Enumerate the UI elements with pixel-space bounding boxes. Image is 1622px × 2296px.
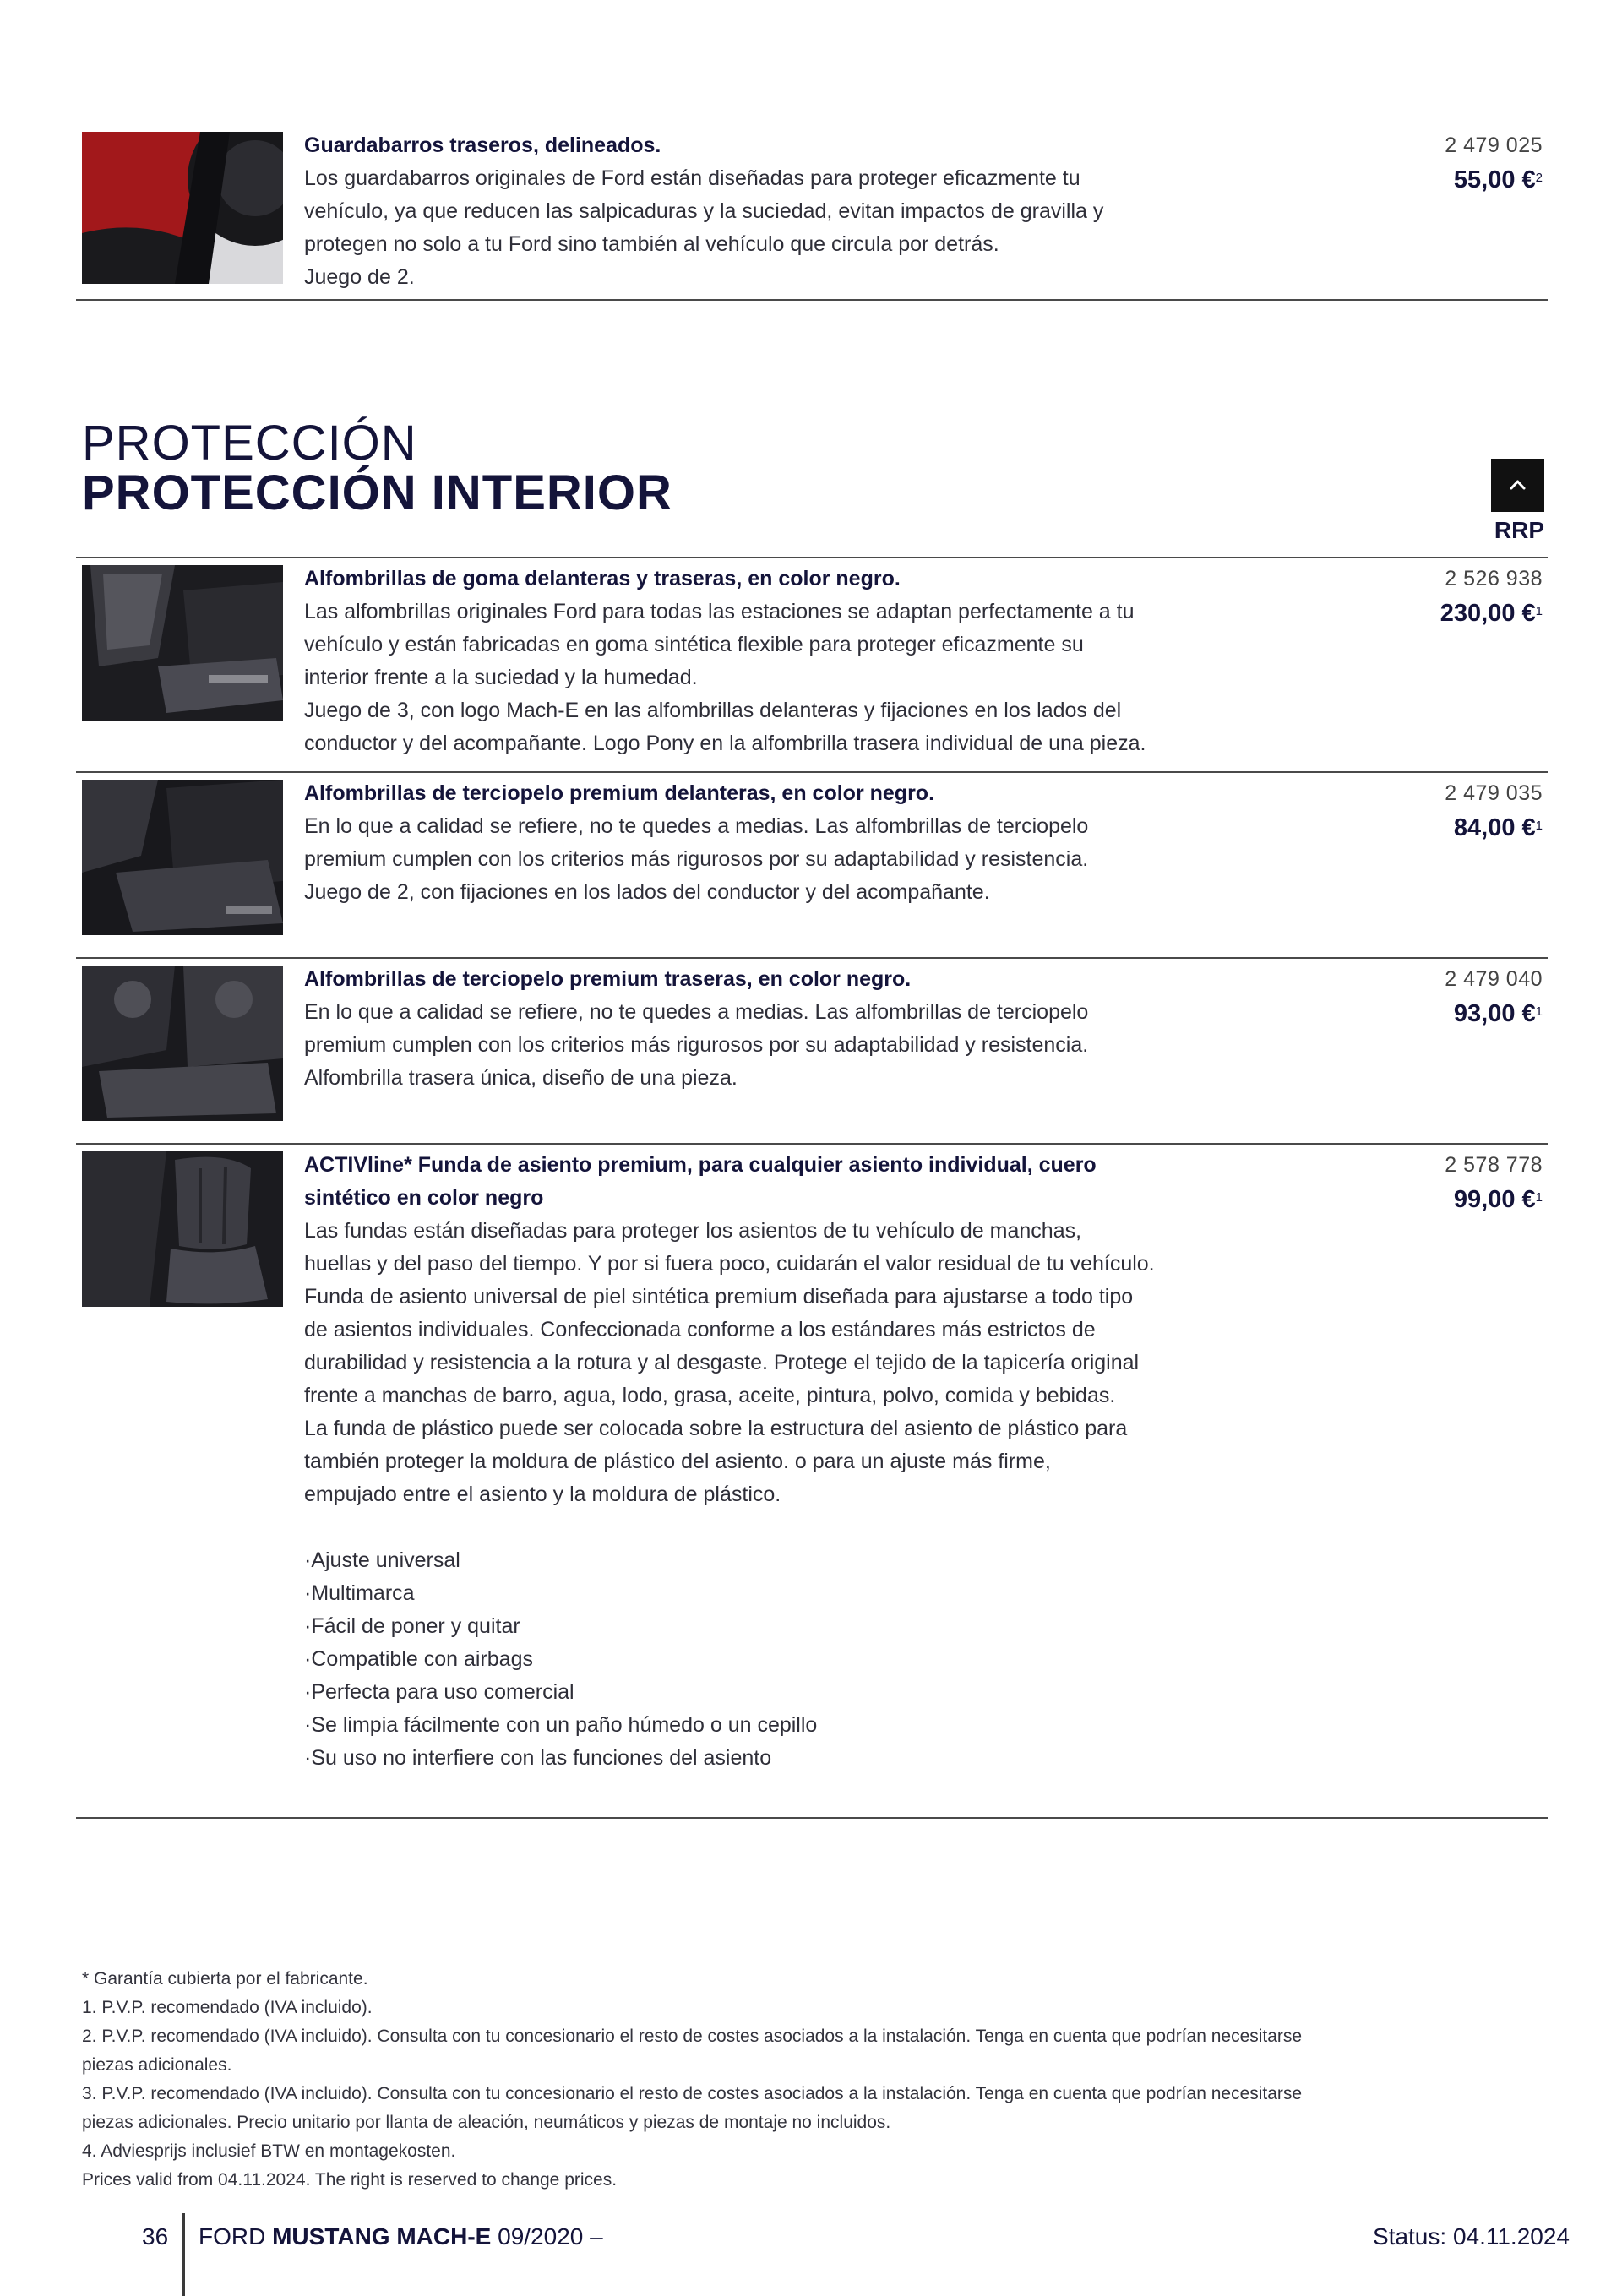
- price-footnote-ref: 1: [1535, 1004, 1543, 1019]
- footer-brand: FORD: [199, 2223, 266, 2250]
- product-item: [76, 959, 1548, 1145]
- feature-item: · Ajuste universal: [304, 1544, 1360, 1577]
- section-title: PROTECCIÓN INTERIOR: [82, 465, 672, 520]
- footer-model: [199, 2223, 603, 2250]
- seat-cover-product-image: [82, 1151, 283, 1307]
- footer-model-name: MUSTANG MACH-E: [272, 2223, 492, 2250]
- product-title: ACTIVline* Funda de asiento premium, para cualquier asiento individual, cuero sintético en color negro: [304, 1153, 1097, 1210]
- product-description: Las alfombrillas originales Ford para todas las estaciones se adaptan perfectamente a tu vehículo y están fabricadas en goma sintética flexible para proteger eficazmente su interior frente a la suciedad y la humedad. Juego de 3, con logo Mach-E en las alfombrillas delanteras y fijaciones en los lados del conductor y del acompañante. Logo Pony en la alfombrilla trasera individual de una pieza.: [304, 600, 1146, 755]
- price-footnote-ref: 2: [1535, 171, 1543, 185]
- page-footer: [0, 2213, 1622, 2296]
- product-code: 2 479 040: [1445, 967, 1543, 991]
- feature-item: · Perfecta para uso comercial: [304, 1676, 1360, 1709]
- product-title: Alfombrillas de terciopelo premium delanteras, en color negro.: [304, 781, 935, 805]
- footer-version: 09/2020 –: [498, 2223, 603, 2250]
- feature-item: · Su uso no interfiere con las funciones del asiento: [304, 1742, 1360, 1775]
- feature-item: · Fácil de poner y quitar: [304, 1610, 1360, 1643]
- feature-item: · Multimarca: [304, 1577, 1360, 1610]
- footnotes: [82, 1965, 1552, 2195]
- product-code: 2 526 938: [1445, 567, 1543, 590]
- price-footnote-ref: 1: [1535, 819, 1543, 833]
- rear-velour-mat-product-image: [82, 966, 283, 1121]
- mudflap-product-image: [82, 132, 283, 284]
- product-description: En lo que a calidad se refiere, no te quedes a medias. Las alfombrillas de terciopelo premium cumplen con los criterios más rigurosos por su adaptabilidad y resistencia. Juego de 2, con fijaciones en los lados del conductor y del acompañante.: [304, 814, 1089, 904]
- product-title: Alfombrillas de goma delanteras y traseras, en color negro.: [304, 567, 901, 590]
- price-footnote-ref: 1: [1535, 1190, 1543, 1205]
- price-column-header: RRP: [1494, 517, 1544, 543]
- product-item: [76, 773, 1548, 959]
- footnote: 2. P.V.P. recomendado (IVA incluido). Consulta con tu concesionario el resto de costes asociados a la instalación. Tenga en cuenta que podrían necesitarse: [82, 2027, 1303, 2046]
- product-description: En lo que a calidad se refiere, no te quedes a medias. Las alfombrillas de terciopelo premium cumplen con los criterios más rigurosos por su adaptabilidad y resistencia. Alfombrilla trasera única, diseño de una pieza.: [304, 1000, 1089, 1090]
- chevron-up-icon: [1491, 459, 1544, 512]
- footnote: 4. Adviesprijs inclusief BTW en montagekosten.: [82, 2141, 456, 2161]
- product-title: Alfombrillas de terciopelo premium traseras, en color negro.: [304, 967, 912, 991]
- footnote: * Garantía cubierta por el fabricante.: [82, 1969, 368, 1989]
- front-velour-mats-product-image: [82, 780, 283, 935]
- product-code: 2 578 778: [1445, 1153, 1543, 1177]
- feature-item: · Compatible con airbags: [304, 1643, 1360, 1676]
- back-to-top-button[interactable]: [1491, 459, 1544, 512]
- feature-item: · Se limpia fácilmente con un paño húmedo o un cepillo: [304, 1709, 1360, 1742]
- feature-list: [304, 1544, 1360, 1775]
- footnote: 3. P.V.P. recomendado (IVA incluido). Consulta con tu concesionario el resto de costes asociados a la instalación. Tenga en cuenta que podrían necesitarse: [82, 2084, 1303, 2103]
- price-footnote-ref: 1: [1535, 604, 1543, 618]
- footnote: piezas adicionales.: [82, 2055, 232, 2075]
- footnote: 1. P.V.P. recomendado (IVA incluido).: [82, 1998, 373, 2017]
- product-title: Guardabarros traseros, delineados.: [304, 133, 661, 157]
- product-description: Los guardabarros originales de Ford están diseñadas para proteger eficazmente tu vehículo, ya que reducen las salpicaduras y la suciedad, evitan impactos de gravilla y protegen no solo a tu Ford sino también al vehículo que circula por detrás. Juego de 2.: [304, 166, 1104, 289]
- footer-divider: [182, 2213, 185, 2296]
- product-price: 99,00 €$^1$: [1453, 1186, 1543, 1213]
- product-item: [76, 125, 1548, 301]
- product-price: 84,00 €$^1$: [1453, 814, 1543, 841]
- product-price: 230,00 €$^1$: [1440, 600, 1543, 627]
- product-code: 2 479 035: [1445, 781, 1543, 805]
- product-item: [76, 558, 1548, 773]
- product-price: 55,00 €$^2$: [1453, 166, 1543, 193]
- footnote: Prices valid from 04.11.2024. The right is reserved to change prices.: [82, 2170, 618, 2190]
- section-category: PROTECCIÓN: [82, 416, 417, 471]
- product-price: 93,00 €$^1$: [1453, 1000, 1543, 1027]
- product-code: 2 479 025: [1445, 133, 1543, 157]
- footer-status: Status: 04.11.2024: [1373, 2223, 1570, 2250]
- page-number: 36: [142, 2223, 169, 2250]
- product-description: Las fundas están diseñadas para proteger los asientos de tu vehículo de manchas, huellas y del paso del tiempo. Y por si fuera poco, cuidarán el valor residual de tu vehículo. Funda de asiento universal de piel sintética premium diseñada para ajustarse a todo tipo de asientos individuales. Confeccionada conforme a los estándares más estrictos de durabilidad y resistencia a la rotura y al desgaste. Protege el tejido de la tapicería original frente a manchas de barro, agua, lodo, grasa, aceite, pintura, polvo, comida y bebidas. La funda de plástico puede ser colocada sobre la estructura del asiento de plástico para también proteger la moldura de plástico del asiento. o para un ajuste más firme, empujado entre el asiento y la moldura de plástico.: [304, 1219, 1155, 1506]
- footnote: piezas adicionales. Precio unitario por llanta de aleación, neumáticos y piezas de montaje no incluidos.: [82, 2113, 891, 2132]
- product-item: [76, 1145, 1548, 1819]
- rubber-mats-product-image: [82, 565, 283, 721]
